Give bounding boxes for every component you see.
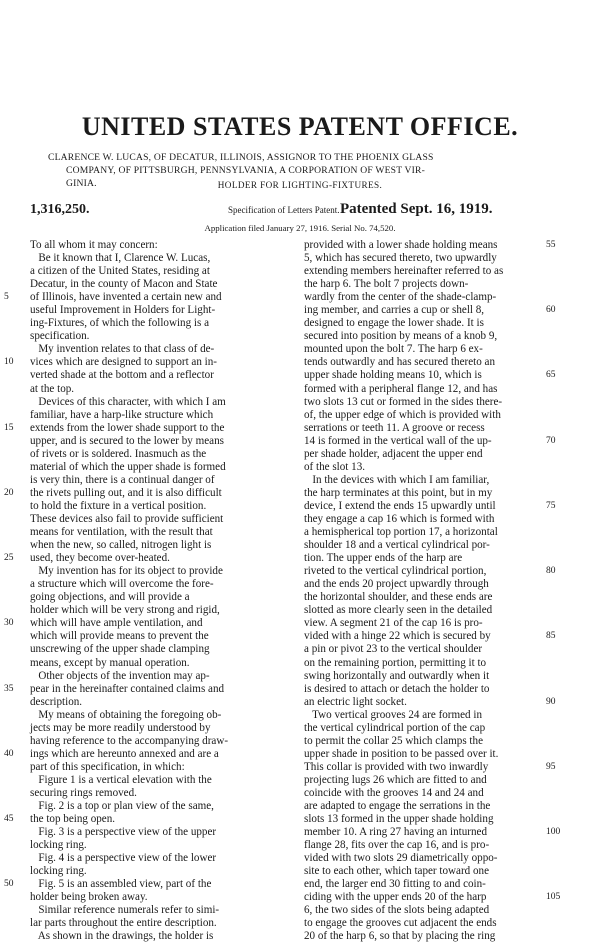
text-line: designed to engage the lower shade. It is	[304, 317, 484, 330]
text-line: flange 28, fits over the cap 16, and is pro-	[304, 839, 490, 852]
line-number	[546, 774, 566, 787]
text-line: coincide with the grooves 14 and 24 and	[304, 786, 484, 799]
text-line: riveted to the vertical cylindrical portion,	[304, 565, 487, 578]
line-number	[4, 500, 24, 513]
line-number	[546, 748, 566, 761]
text-line: formed with a peripheral flange 12, and has	[304, 382, 498, 395]
text-line: useful Improvement in Holders for Light-	[30, 304, 216, 317]
assignor-line: GINIA.	[66, 178, 97, 189]
line-number	[546, 643, 566, 656]
line-number	[4, 787, 24, 800]
text-line: site to each other, which taper toward one	[304, 865, 489, 878]
line-number	[546, 878, 566, 891]
text-line: is desired to attach or detach the holder to	[304, 682, 490, 695]
line-number	[546, 657, 566, 670]
line-number	[546, 317, 566, 330]
line-number: 50	[4, 879, 14, 890]
line-number	[4, 369, 24, 382]
text-line: provided with a lower shade holding means	[304, 239, 498, 251]
text-line: an electric light socket.	[304, 695, 407, 708]
text-line: shoulder 18 and a vertical cylindrical por-	[304, 539, 490, 552]
line-number: 15	[4, 422, 14, 433]
line-number	[546, 396, 566, 409]
line-number: 85	[546, 631, 556, 642]
text-line: My invention relates to that class of de-	[30, 343, 215, 356]
line-number	[546, 722, 566, 735]
text-line: a hemispherical top portion 17, a horizontal	[304, 526, 498, 539]
line-number	[4, 396, 24, 409]
line-number	[546, 461, 566, 474]
text-line: view. A segment 21 of the cap 16 is pro-	[304, 617, 483, 630]
line-number	[546, 513, 566, 526]
line-number	[546, 670, 566, 683]
text-line: locking ring.	[30, 865, 87, 878]
text-line: when the new, so called, nitrogen light is	[30, 539, 212, 552]
line-number	[546, 330, 566, 343]
text-line: they engage a cap 16 which is formed with	[304, 512, 495, 525]
specification-label: Specification of Letters Patent.	[228, 205, 340, 215]
text-line: Fig. 4 is a perspective view of the lower	[30, 852, 217, 865]
text-line: Figure 1 is a vertical elevation with the	[30, 773, 212, 786]
text-line: vided with two slots 29 diametrically oppo-	[304, 852, 498, 865]
text-line: upper shade in position to be passed over it.	[304, 747, 499, 760]
text-line: slotted as more clearly seen in the detailed	[304, 604, 493, 617]
text-line: slots 13 formed in the upper shade holding	[304, 813, 494, 826]
text-line: and the ends 20 project upwardly through	[304, 578, 489, 591]
text-line: As shown in the drawings, the holder is	[30, 930, 214, 943]
line-number	[546, 904, 566, 917]
line-number	[4, 630, 24, 643]
line-number: 5	[4, 292, 9, 303]
line-number	[4, 604, 24, 617]
line-number	[4, 265, 24, 278]
line-number	[4, 722, 24, 735]
line-number	[4, 865, 24, 878]
line-number	[4, 565, 24, 578]
line-number	[546, 409, 566, 422]
text-line: My invention has for its object to provide	[30, 565, 223, 578]
text-line: ing member, and carries a cup or shell 8,	[304, 304, 485, 317]
line-number	[546, 291, 566, 304]
text-line: Fig. 3 is a perspective view of the upper	[30, 826, 217, 839]
text-line: Fig. 5 is an assembled view, part of the	[30, 878, 212, 891]
office-title: UNITED STATES PATENT OFFICE.	[81, 112, 519, 141]
text-line: 14 is formed in the vertical wall of the up-	[304, 434, 492, 447]
text-line: ciding with the upper ends 20 of the harp	[304, 891, 487, 904]
text-line: the harp 6. The bolt 7 projects down-	[304, 278, 469, 291]
text-line: the horizontal shoulder, and these ends are	[304, 591, 493, 604]
text-line: swing horizontally and outwardly when it	[304, 669, 490, 682]
text-line: ings which are hereunto annexed and are a	[30, 747, 219, 760]
text-line: a pin or pivot 23 to the vertical shoulder	[304, 643, 483, 656]
text-line: secured into position by means of a knob 9,	[304, 330, 498, 343]
text-line: 6, the two sides of the slots being adapted	[304, 904, 490, 917]
line-number	[4, 852, 24, 865]
line-number: 30	[4, 618, 14, 629]
text-line: upper, and is secured to the lower by means	[30, 434, 224, 447]
text-line: 20 of the harp 6, so that by placing the ring	[304, 930, 496, 943]
line-number	[546, 787, 566, 800]
text-line: to hold the fixture in a vertical position.	[30, 499, 207, 512]
line-number	[546, 709, 566, 722]
line-number	[546, 591, 566, 604]
text-line: the vertical cylindrical portion of the cap	[304, 721, 486, 734]
text-line: securing rings removed.	[30, 786, 137, 799]
line-number	[4, 917, 24, 930]
line-number	[4, 643, 24, 656]
line-number	[4, 343, 24, 356]
line-number	[546, 278, 566, 291]
line-number	[4, 709, 24, 722]
patent-number: 1,316,250.	[30, 202, 90, 217]
line-number	[546, 474, 566, 487]
text-line: serrations or teeth 11. A groove or recess	[304, 421, 485, 434]
line-number	[4, 696, 24, 709]
text-line: which will provide means to prevent the	[30, 630, 209, 643]
line-number: 45	[4, 814, 14, 825]
line-number	[4, 330, 24, 343]
line-number	[4, 578, 24, 591]
line-number	[546, 852, 566, 865]
text-line: part of this specification, in which:	[30, 760, 185, 773]
text-line: member 10. A ring 27 having an inturned	[304, 826, 488, 839]
line-number	[546, 552, 566, 565]
text-line: wardly from the center of the shade-clamp-	[304, 291, 497, 304]
text-line: Fig. 2 is a top or plan view of the same,	[30, 800, 214, 813]
text-line: projecting lugs 26 which are fitted to and	[304, 773, 487, 786]
assignor-line: CLARENCE W. LUCAS, OF DECATUR, ILLINOIS, ASSIGNOR TO THE PHOENIX GLASS	[48, 152, 434, 163]
text-line: on the remaining portion, permitting it to	[304, 656, 487, 669]
text-line: means for ventilation, with the result that	[30, 526, 213, 539]
line-number: 70	[546, 435, 556, 446]
text-line: ing-Fixtures, of which the following is a	[30, 317, 210, 330]
line-number	[4, 461, 24, 474]
text-line: unscrewing of the upper shade clamping	[30, 643, 210, 656]
line-number	[4, 304, 24, 317]
line-number	[546, 422, 566, 435]
line-number	[546, 865, 566, 878]
application-line: Application filed January 27, 1916. Serial No. 74,520.	[204, 223, 396, 233]
right-line-numbers	[546, 239, 566, 944]
line-number: 60	[546, 305, 556, 316]
line-number	[4, 591, 24, 604]
text-line: holder which will be very strong and rigid,	[30, 604, 220, 617]
text-line: material of which the upper shade is formed	[30, 460, 226, 473]
text-line: lar parts throughout the entire description.	[30, 917, 217, 930]
text-line: used, they become over-heated.	[30, 552, 170, 565]
line-number	[546, 526, 566, 539]
line-number: 10	[4, 357, 14, 368]
line-number	[546, 813, 566, 826]
text-line: tion. The upper ends of the harp are	[304, 552, 463, 565]
text-line: jects may be more readily understood by	[30, 721, 211, 734]
text-line: familiar, have a harp-like structure which	[30, 408, 214, 421]
text-line: which will have ample ventilation, and	[30, 617, 203, 630]
text-line: the harp terminates at this point, but in my	[304, 486, 493, 499]
text-line: pear in the hereinafter contained claims and	[30, 682, 225, 695]
text-line: locking ring.	[30, 839, 87, 852]
text-line: Other objects of the invention may ap-	[30, 669, 210, 682]
text-line: extends from the lower shade support to the	[30, 421, 225, 434]
line-number	[546, 578, 566, 591]
line-number	[546, 265, 566, 278]
line-number: 40	[4, 748, 14, 759]
text-line: description.	[30, 695, 83, 708]
text-line: Similar reference numerals refer to simi-	[30, 904, 220, 917]
line-number	[4, 657, 24, 670]
line-number	[4, 252, 24, 265]
text-line: to engage the grooves cut adjacent the ends	[304, 917, 497, 930]
line-number	[546, 448, 566, 461]
text-line: the top being open.	[30, 813, 116, 826]
text-line: Be it known that I, Clarence W. Lucas,	[30, 252, 211, 265]
text-line: of Illinois, have invented a certain new and	[30, 291, 222, 304]
text-line: per shade holder, adjacent the upper end	[304, 447, 483, 460]
line-number	[4, 513, 24, 526]
invention-title: HOLDER FOR LIGHTING-FIXTURES.	[217, 180, 383, 190]
text-line: means, except by manual operation.	[30, 656, 190, 669]
text-line: extending members hereinafter referred to as	[304, 265, 504, 278]
line-number: 80	[546, 566, 556, 577]
text-line: Two vertical grooves 24 are formed in	[304, 708, 483, 721]
text-line: specification.	[30, 330, 90, 343]
text-line: two slots 13 cut or formed in the sides there-	[304, 395, 503, 408]
text-line: going objections, and will provide a	[30, 591, 190, 604]
line-number	[546, 683, 566, 696]
line-number	[4, 448, 24, 461]
text-line: Devices of this character, with which I am	[30, 395, 226, 408]
text-line: vided with a hinge 22 which is secured by	[304, 630, 491, 643]
text-line: are adapted to engage the serrations in the	[304, 800, 491, 813]
line-number: 75	[546, 500, 556, 511]
line-number	[546, 383, 566, 396]
line-number	[546, 604, 566, 617]
line-number	[546, 539, 566, 552]
line-number	[4, 383, 24, 396]
text-line: at the top.	[30, 382, 75, 395]
line-number	[4, 474, 24, 487]
line-number	[4, 409, 24, 422]
line-number	[4, 839, 24, 852]
line-number	[4, 526, 24, 539]
line-number	[546, 839, 566, 852]
line-number	[4, 278, 24, 291]
line-number: 35	[4, 683, 14, 694]
line-number	[4, 904, 24, 917]
right-text-column	[304, 239, 536, 944]
line-number	[4, 891, 24, 904]
text-line: upper shade holding means 10, which is	[304, 369, 482, 382]
line-number	[546, 356, 566, 369]
line-number: 90	[546, 696, 556, 707]
line-number	[4, 930, 24, 943]
line-number	[546, 735, 566, 748]
text-line: My means of obtaining the foregoing ob-	[30, 708, 222, 721]
text-line: These devices also fail to provide sufficient	[30, 512, 224, 525]
line-number	[546, 252, 566, 265]
line-number: 20	[4, 487, 14, 498]
line-number: 25	[4, 553, 14, 564]
text-line: of rivets or is soldered. Inasmuch as the	[30, 447, 207, 460]
line-number: 55	[546, 240, 556, 250]
assignor-line: COMPANY, OF PITTSBURGH, PENNSYLVANIA, A CORPORATION OF WEST VIR-	[66, 165, 426, 176]
left-text-column	[30, 239, 262, 944]
text-line: to permit the collar 25 which clamps the	[304, 734, 483, 747]
line-number	[4, 435, 24, 448]
line-number	[546, 487, 566, 500]
line-number	[4, 670, 24, 683]
text-line: of, the upper edge of which is provided with	[304, 408, 501, 421]
text-line: In the devices with which I am familiar,	[304, 473, 490, 486]
line-number: 105	[546, 892, 561, 903]
text-line: is very thin, there is a continual danger of	[30, 473, 215, 486]
line-number: 100	[546, 827, 561, 838]
text-line: having reference to the accompanying draw-	[30, 734, 229, 747]
text-line: of the slot 13.	[304, 460, 366, 473]
line-number	[4, 539, 24, 552]
line-number	[546, 617, 566, 630]
text-line: verted shade at the bottom and a reflector	[30, 369, 214, 382]
line-number: 95	[546, 761, 556, 772]
text-line: vices which are designed to support an in-	[30, 356, 218, 369]
text-line: To all whom it may concern:	[30, 239, 158, 251]
patented-date: Patented Sept. 16, 1919.	[340, 201, 493, 217]
line-number	[546, 917, 566, 930]
line-number	[546, 343, 566, 356]
text-line: a structure which will overcome the fore-	[30, 578, 214, 591]
line-number	[4, 735, 24, 748]
line-number	[4, 761, 24, 774]
text-line: This collar is provided with two inwardly	[304, 760, 489, 773]
line-number	[4, 239, 24, 252]
text-line: device, I extend the ends 15 upwardly until	[304, 499, 496, 512]
left-line-numbers	[4, 239, 24, 944]
line-number	[546, 930, 566, 943]
line-number	[4, 826, 24, 839]
line-number: 65	[546, 370, 556, 381]
text-line: mounted upon the bolt 7. The harp 6 ex-	[304, 343, 483, 356]
text-line: tends outwardly and has secured thereto an	[304, 356, 495, 369]
text-line: the rivets pulling out, and it is also difficult	[30, 486, 222, 499]
text-line: end, the larger end 30 fitting to and coin-	[304, 878, 486, 891]
line-number	[4, 317, 24, 330]
text-line: a citizen of the United States, residing at	[30, 265, 210, 278]
line-number	[4, 800, 24, 813]
line-number	[546, 800, 566, 813]
text-line: 5, which has secured thereto, two upwardly	[304, 252, 497, 265]
text-line: holder being broken away.	[30, 891, 148, 904]
text-line: Decatur, in the county of Macon and State	[30, 278, 218, 291]
line-number	[4, 774, 24, 787]
